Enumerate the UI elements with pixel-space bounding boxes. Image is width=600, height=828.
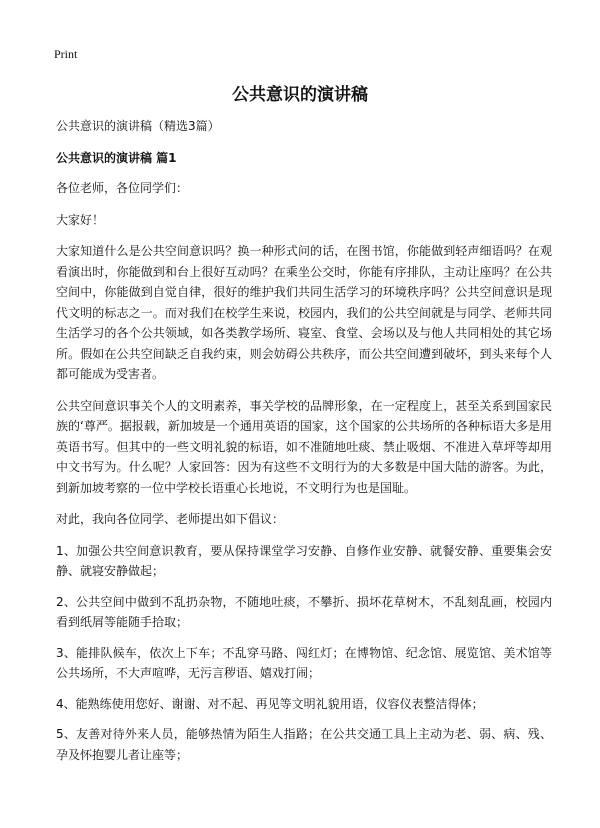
section-heading: 公共意识的演讲稿 篇1 bbox=[56, 151, 177, 165]
proposal-intro-paragraph: 对此，我向各位同学、老师提出如下倡议： bbox=[56, 512, 285, 526]
document-title: 公共意识的演讲稿 bbox=[232, 85, 368, 105]
proposal-item: 1、加强公共空间意识教育，要从保持课堂学习安静、自修作业安静、就餐安静、重要集会安静、就寝安静做起； bbox=[56, 543, 552, 578]
proposal-item: 3、能排队候车，依次上下车；不乱穿马路、闯红灯；在博物馆、纪念馆、展览馆、美术馆等公共场所，不大声喧哗，无污言秽语、嬉戏打闹； bbox=[56, 645, 552, 680]
document-subtitle: 公共意识的演讲稿（精选3篇） bbox=[56, 119, 220, 133]
salutation-paragraph: 大家好！ bbox=[56, 212, 105, 227]
document-body bbox=[56, 116, 552, 775]
print-link[interactable]: Print bbox=[54, 47, 78, 61]
greeting-paragraph: 各位老师，各位同学们： bbox=[56, 181, 189, 195]
body-paragraph: 大家知道什么是公共空间意识吗？换一种形式问的话，在图书馆，你能做到轻声细语吗？在观看演出时，你能做到和台上很好互动吗？在乘坐公交时，你能有序排队，主动让座吗？在公共空间中，你能做到自觉自律，很好的维护我们共同生活学习的环境秩序吗？公共空间意识是现代文明的标志之一。而对我们在校学生来说，校园内，我们的公共空间就是与同学、老师共同生活学习的各个公共领域，如各类教学场所、寝室、食堂、会场以及与他人共同相处的其它场所。假如在公共空间缺乏自我约束，则会妨碍公共秩序，而公共空间遭到破坏，到头来每个人都可能成为受害者。 bbox=[56, 244, 552, 381]
proposal-item: 5、友善对待外来人员，能够热情为陌生人指路；在公共交通工具上主动为老、弱、病、残、孕及怀抱婴儿者让座等； bbox=[56, 727, 552, 762]
body-paragraph: 公共空间意识事关个人的文明素养，事关学校的品牌形象，在一定程度上，甚至关系到国家民族的‘尊严。据报载，新加坡是一个通用英语的国家，这个国家的公共场所的各种标语大多是用英语书写。但其中的一些文明礼貌的标语，如不准随地吐痰、禁止吸烟、不准进入草坪等却用中文书写为。什么呢？人家回答：因为有这些不文明行为的大多数是中国大陆的游客。为此，到新加坡考察的一位中学校长语重心长地说，不文明行为也是国耻。 bbox=[56, 398, 552, 495]
proposal-item: 2、公共空间中做到不乱扔杂物，不随地吐痰，不攀折、损坏花草树木，不乱刻乱画，校园内看到纸屑等能随手拾取； bbox=[56, 594, 552, 629]
proposal-item: 4、能熟练使用您好、谢谢、对不起、再见等文明礼貌用语，仪容仪表整洁得体； bbox=[56, 696, 484, 711]
